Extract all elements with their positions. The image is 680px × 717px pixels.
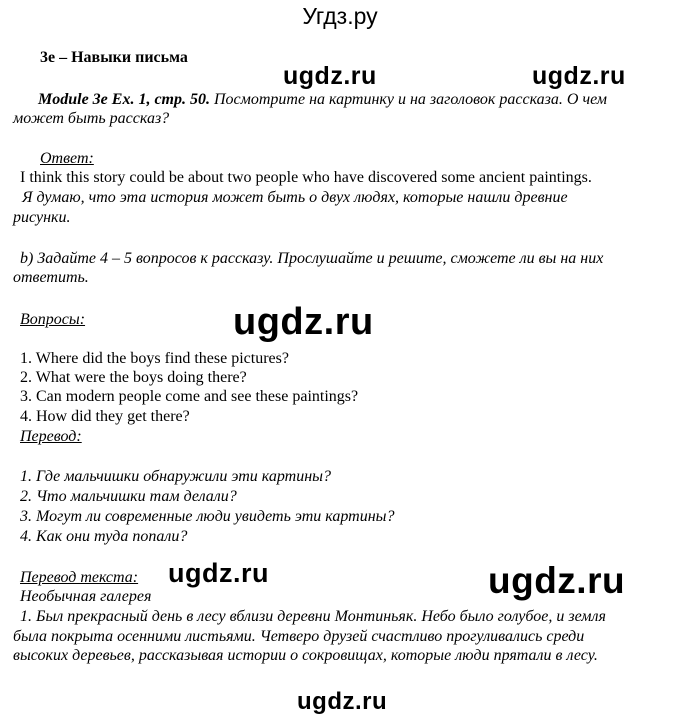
- text-translation-label: Перевод текста:: [20, 569, 139, 586]
- site-header: Угдз.ру: [302, 3, 378, 29]
- translation-item: 2. Что мальчишки там делали?: [20, 488, 237, 505]
- questions-label: Вопросы:: [20, 311, 86, 328]
- answer-english: I think this story could be about two people who have discovered some ancient paintings.: [20, 169, 592, 186]
- story-line: 1. Был прекрасный день в лесу вблизи деревни Монтиньяк. Небо было голубое, и земля: [20, 608, 606, 625]
- watermark: ugdz.ru: [168, 558, 269, 588]
- translation-label: Перевод:: [20, 428, 82, 445]
- task-b-line1: b) Задайте 4 – 5 вопросов к рассказу. Прослушайте и решите, сможете ли вы на них: [20, 250, 604, 267]
- translation-item: 4. Как они туда попали?: [20, 528, 188, 545]
- question-item: 2. What were the boys doing there?: [20, 369, 247, 386]
- question-item: 4. How did they get there?: [20, 408, 190, 425]
- story-line: высоких деревьев, рассказывая истории о сокровищах, которые люди прятали в лесу.: [13, 647, 598, 664]
- task-b-line2: ответить.: [13, 269, 89, 286]
- task-a-text: Посмотрите на картинку и на заголовок рассказа. О чем: [210, 91, 608, 108]
- translation-item: 3. Могут ли современные люди увидеть эти картины?: [20, 508, 395, 525]
- watermark: ugdz.ru: [532, 62, 626, 90]
- task-a-line1: [38, 90, 607, 109]
- question-item: 1. Where did the boys find these pictures?: [20, 350, 289, 367]
- story-title: Необычная галерея: [20, 588, 152, 605]
- answer-russian-line1: Я думаю, что эта история может быть о двух людях, которые нашли древние: [22, 189, 568, 206]
- task-a-ref: Module 3e Ex. 1, стр. 50.: [38, 91, 210, 108]
- watermark: ugdz.ru: [283, 62, 377, 90]
- question-item: 3. Can modern people come and see these paintings?: [20, 388, 359, 405]
- section-title: 3e – Навыки письма: [40, 49, 188, 66]
- watermark: ugdz.ru: [233, 301, 374, 343]
- answer-label: Ответ:: [40, 150, 94, 167]
- watermark: ugdz.ru: [297, 688, 388, 715]
- watermark: ugdz.ru: [488, 560, 626, 601]
- translation-item: 1. Где мальчишки обнаружили эти картины?: [20, 468, 331, 485]
- task-a-line2: может быть рассказ?: [13, 110, 170, 127]
- story-line: была покрыта осенними листьями. Четверо друзей счастливо прогуливались среди: [13, 628, 585, 645]
- answer-russian-line2: рисунки.: [13, 209, 71, 226]
